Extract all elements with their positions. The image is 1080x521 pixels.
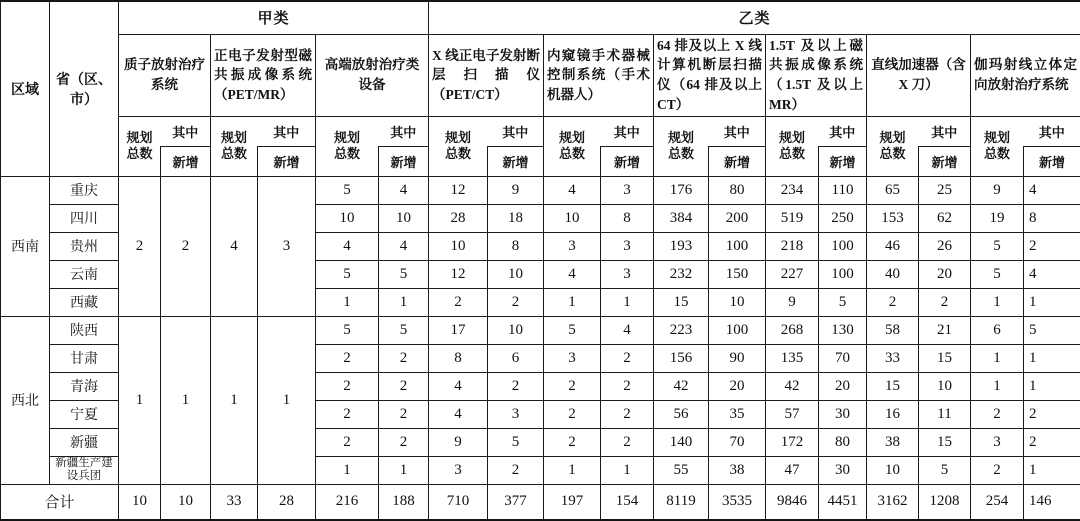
value-cell: 15 (867, 372, 919, 400)
plan-total-header (654, 116, 709, 176)
value-cell: 3 (544, 344, 601, 372)
total-value-cell: 10 (119, 484, 161, 520)
value-cell: 28 (429, 204, 488, 232)
value-cell: 2 (544, 428, 601, 456)
value-cell: 10 (316, 204, 379, 232)
value-cell: 1 (119, 316, 161, 484)
province-cell: 重庆 (50, 176, 119, 204)
plan-total-header (211, 116, 258, 176)
total-value-cell: 216 (316, 484, 379, 520)
value-cell: 58 (867, 316, 919, 344)
value-cell: 3 (544, 232, 601, 260)
value-cell: 1 (379, 456, 429, 484)
value-cell: 1 (1024, 288, 1080, 316)
equipment-header-6: 64 排及以上 X 线计算机断层扫描仪（64 排及以上 CT） (654, 34, 766, 116)
value-cell: 46 (867, 232, 919, 260)
plan-total-label: 规划总数 (445, 129, 472, 161)
header-group-row (1, 1, 1080, 34)
plan-total-header (867, 116, 919, 176)
region-cell: 西南 (1, 176, 50, 316)
value-cell: 5 (316, 176, 379, 204)
value-cell: 4 (429, 400, 488, 428)
value-cell: 12 (429, 260, 488, 288)
value-cell: 2 (316, 344, 379, 372)
value-cell: 1 (971, 288, 1024, 316)
value-cell: 80 (709, 176, 766, 204)
value-cell: 2 (379, 428, 429, 456)
of-which-header: 其中 (161, 116, 211, 146)
total-value-cell: 8119 (654, 484, 709, 520)
value-cell: 5 (316, 316, 379, 344)
value-cell: 9 (971, 176, 1024, 204)
value-cell: 1 (544, 288, 601, 316)
new-added-header: 新增 (161, 146, 211, 176)
total-value-cell: 3162 (867, 484, 919, 520)
value-cell: 11 (919, 400, 971, 428)
value-cell: 2 (316, 372, 379, 400)
new-added-header: 新增 (379, 146, 429, 176)
value-cell: 5 (488, 428, 544, 456)
value-cell: 2 (601, 428, 654, 456)
value-cell: 200 (709, 204, 766, 232)
value-cell: 172 (766, 428, 819, 456)
value-cell: 2 (971, 456, 1024, 484)
value-cell: 2 (429, 288, 488, 316)
value-cell: 3 (258, 176, 316, 316)
province-cell: 青海 (50, 372, 119, 400)
total-label-cell: 合计 (1, 484, 119, 520)
value-cell: 70 (709, 428, 766, 456)
value-cell: 384 (654, 204, 709, 232)
plan-total-label: 规划总数 (984, 129, 1011, 161)
of-which-header: 其中 (601, 116, 654, 146)
total-value-cell: 146 (1024, 484, 1080, 520)
value-cell: 42 (654, 372, 709, 400)
value-cell: 1 (316, 456, 379, 484)
value-cell: 2 (544, 400, 601, 428)
value-cell: 4 (379, 232, 429, 260)
value-cell: 234 (766, 176, 819, 204)
header-subrow-new (1, 146, 1080, 176)
equipment-header-8: 直线加速器（含 X 刀） (867, 34, 971, 116)
class-b-group-header: 乙类 (429, 1, 1080, 34)
equipment-header-3: 高端放射治疗类设备 (316, 34, 429, 116)
equipment-header-9: 伽玛射线立体定向放射治疗系统 (971, 34, 1080, 116)
value-cell: 8 (601, 204, 654, 232)
header-subrow-plan (1, 116, 1080, 146)
new-added-header: 新增 (601, 146, 654, 176)
plan-total-header (316, 116, 379, 176)
value-cell: 1 (971, 372, 1024, 400)
province-column-header: 省（区、市） (50, 1, 119, 176)
new-added-header: 新增 (1024, 146, 1080, 176)
value-cell: 2 (1024, 232, 1080, 260)
total-value-cell: 254 (971, 484, 1024, 520)
value-cell: 4 (544, 176, 601, 204)
value-cell: 6 (488, 344, 544, 372)
value-cell: 40 (867, 260, 919, 288)
value-cell: 2 (379, 400, 429, 428)
value-cell: 16 (867, 400, 919, 428)
value-cell: 218 (766, 232, 819, 260)
value-cell: 5 (819, 288, 867, 316)
total-value-cell: 197 (544, 484, 601, 520)
value-cell: 10 (379, 204, 429, 232)
value-cell: 20 (709, 372, 766, 400)
value-cell: 2 (379, 344, 429, 372)
of-which-header: 其中 (709, 116, 766, 146)
header-equipment-row (1, 34, 1080, 116)
value-cell: 2 (316, 400, 379, 428)
value-cell: 519 (766, 204, 819, 232)
value-cell: 90 (709, 344, 766, 372)
value-cell: 55 (654, 456, 709, 484)
value-cell: 10 (429, 232, 488, 260)
value-cell: 18 (488, 204, 544, 232)
value-cell: 17 (429, 316, 488, 344)
of-which-header: 其中 (488, 116, 544, 146)
of-which-header: 其中 (379, 116, 429, 146)
value-cell: 2 (316, 428, 379, 456)
value-cell: 250 (819, 204, 867, 232)
value-cell: 2 (119, 176, 161, 316)
value-cell: 10 (544, 204, 601, 232)
value-cell: 2 (919, 288, 971, 316)
equipment-header-5: 内窥镜手术器械控制系统（手术机器人） (544, 34, 654, 116)
of-which-header: 其中 (258, 116, 316, 146)
value-cell: 1 (1024, 456, 1080, 484)
value-cell: 42 (766, 372, 819, 400)
province-cell: 西藏 (50, 288, 119, 316)
value-cell: 140 (654, 428, 709, 456)
province-cell: 甘肃 (50, 344, 119, 372)
plan-total-header (119, 116, 161, 176)
value-cell: 4 (429, 372, 488, 400)
value-cell: 62 (919, 204, 971, 232)
value-cell: 2 (601, 344, 654, 372)
value-cell: 100 (709, 232, 766, 260)
new-added-header: 新增 (488, 146, 544, 176)
of-which-header: 其中 (819, 116, 867, 146)
plan-total-label: 规划总数 (879, 129, 906, 161)
total-value-cell: 4451 (819, 484, 867, 520)
value-cell: 15 (654, 288, 709, 316)
value-cell: 4 (379, 176, 429, 204)
value-cell: 4 (544, 260, 601, 288)
value-cell: 4 (1024, 176, 1080, 204)
plan-total-label: 规划总数 (668, 129, 695, 161)
value-cell: 2 (1024, 428, 1080, 456)
value-cell: 150 (709, 260, 766, 288)
total-row (1, 484, 1080, 520)
value-cell: 2 (379, 372, 429, 400)
value-cell: 8 (1024, 204, 1080, 232)
equipment-header-7: 1.5T 及以上磁共振成像系统（1.5T 及以上 MR） (766, 34, 867, 116)
value-cell: 8 (488, 232, 544, 260)
value-cell: 8 (429, 344, 488, 372)
value-cell: 1 (316, 288, 379, 316)
value-cell: 1 (211, 316, 258, 484)
value-cell: 9 (488, 176, 544, 204)
province-cell: 贵州 (50, 232, 119, 260)
of-which-header: 其中 (1024, 116, 1080, 146)
value-cell: 30 (819, 456, 867, 484)
value-cell: 4 (316, 232, 379, 260)
total-value-cell: 377 (488, 484, 544, 520)
total-value-cell: 710 (429, 484, 488, 520)
value-cell: 4 (1024, 260, 1080, 288)
new-added-header: 新增 (258, 146, 316, 176)
value-cell: 10 (709, 288, 766, 316)
value-cell: 5 (379, 316, 429, 344)
value-cell: 1 (601, 288, 654, 316)
table-body (1, 176, 1080, 520)
value-cell: 57 (766, 400, 819, 428)
total-value-cell: 10 (161, 484, 211, 520)
value-cell: 2 (488, 456, 544, 484)
value-cell: 2 (1024, 400, 1080, 428)
value-cell: 2 (488, 372, 544, 400)
value-cell: 232 (654, 260, 709, 288)
value-cell: 2 (544, 372, 601, 400)
plan-total-header (766, 116, 819, 176)
plan-total-label: 规划总数 (559, 129, 586, 161)
value-cell: 176 (654, 176, 709, 204)
value-cell: 70 (819, 344, 867, 372)
value-cell: 5 (971, 232, 1024, 260)
class-a-group-header: 甲类 (119, 1, 429, 34)
plan-total-header (544, 116, 601, 176)
value-cell: 47 (766, 456, 819, 484)
value-cell: 19 (971, 204, 1024, 232)
equipment-header-1: 质子放射治疗系统 (119, 34, 211, 116)
value-cell: 5 (1024, 316, 1080, 344)
value-cell: 1 (1024, 344, 1080, 372)
province-cell: 云南 (50, 260, 119, 288)
value-cell: 2 (161, 176, 211, 316)
value-cell: 227 (766, 260, 819, 288)
value-cell: 10 (919, 372, 971, 400)
value-cell: 9 (429, 428, 488, 456)
equipment-header-4: X 线正电子发射断层扫描仪（PET/CT） (429, 34, 544, 116)
value-cell: 4 (601, 316, 654, 344)
value-cell: 193 (654, 232, 709, 260)
value-cell: 6 (971, 316, 1024, 344)
value-cell: 5 (544, 316, 601, 344)
value-cell: 1 (379, 288, 429, 316)
value-cell: 15 (919, 344, 971, 372)
value-cell: 26 (919, 232, 971, 260)
total-value-cell: 28 (258, 484, 316, 520)
value-cell: 10 (867, 456, 919, 484)
value-cell: 2 (488, 288, 544, 316)
province-cell: 陕西 (50, 316, 119, 344)
value-cell: 100 (819, 260, 867, 288)
value-cell: 1 (601, 456, 654, 484)
value-cell: 80 (819, 428, 867, 456)
value-cell: 10 (488, 260, 544, 288)
value-cell: 5 (379, 260, 429, 288)
province-cell: 宁夏 (50, 400, 119, 428)
value-cell: 21 (919, 316, 971, 344)
region-column-header: 区域 (1, 1, 50, 176)
total-value-cell: 1208 (919, 484, 971, 520)
value-cell: 65 (867, 176, 919, 204)
total-value-cell: 33 (211, 484, 258, 520)
new-added-header: 新增 (709, 146, 766, 176)
plan-total-label: 规划总数 (126, 129, 153, 161)
value-cell: 153 (867, 204, 919, 232)
plan-total-label: 规划总数 (333, 129, 360, 161)
value-cell: 56 (654, 400, 709, 428)
value-cell: 100 (709, 316, 766, 344)
value-cell: 38 (867, 428, 919, 456)
equipment-header-2: 正电子发射型磁共振成像系统（PET/MR） (211, 34, 316, 116)
plan-total-header (429, 116, 488, 176)
value-cell: 3 (429, 456, 488, 484)
value-cell: 2 (867, 288, 919, 316)
value-cell: 20 (919, 260, 971, 288)
plan-total-label: 规划总数 (220, 129, 247, 161)
value-cell: 130 (819, 316, 867, 344)
table-row (1, 176, 1080, 204)
value-cell: 5 (316, 260, 379, 288)
province-cell: 新疆 (50, 428, 119, 456)
value-cell: 9 (766, 288, 819, 316)
value-cell: 1 (544, 456, 601, 484)
province-cell: 新疆生产建设兵团 (50, 456, 119, 484)
value-cell: 25 (919, 176, 971, 204)
table-header (1, 1, 1080, 176)
value-cell: 2 (601, 372, 654, 400)
value-cell: 3 (601, 176, 654, 204)
value-cell: 156 (654, 344, 709, 372)
value-cell: 1 (161, 316, 211, 484)
total-value-cell: 188 (379, 484, 429, 520)
value-cell: 3 (971, 428, 1024, 456)
value-cell: 4 (211, 176, 258, 316)
value-cell: 110 (819, 176, 867, 204)
value-cell: 33 (867, 344, 919, 372)
value-cell: 2 (601, 400, 654, 428)
value-cell: 30 (819, 400, 867, 428)
value-cell: 5 (919, 456, 971, 484)
value-cell: 223 (654, 316, 709, 344)
new-added-header: 新增 (819, 146, 867, 176)
value-cell: 100 (819, 232, 867, 260)
total-value-cell: 3535 (709, 484, 766, 520)
value-cell: 35 (709, 400, 766, 428)
value-cell: 1 (971, 344, 1024, 372)
region-cell: 西北 (1, 316, 50, 484)
value-cell: 10 (488, 316, 544, 344)
total-value-cell: 154 (601, 484, 654, 520)
value-cell: 3 (601, 260, 654, 288)
value-cell: 3 (601, 232, 654, 260)
new-added-header: 新增 (919, 146, 971, 176)
of-which-header: 其中 (919, 116, 971, 146)
plan-total-label: 规划总数 (779, 129, 806, 161)
value-cell: 268 (766, 316, 819, 344)
value-cell: 1 (1024, 372, 1080, 400)
value-cell: 20 (819, 372, 867, 400)
value-cell: 1 (258, 316, 316, 484)
value-cell: 2 (971, 400, 1024, 428)
total-value-cell: 9846 (766, 484, 819, 520)
value-cell: 5 (971, 260, 1024, 288)
value-cell: 135 (766, 344, 819, 372)
table-row (1, 316, 1080, 344)
value-cell: 3 (488, 400, 544, 428)
value-cell: 15 (919, 428, 971, 456)
plan-total-header (971, 116, 1024, 176)
value-cell: 38 (709, 456, 766, 484)
province-cell: 四川 (50, 204, 119, 232)
value-cell: 12 (429, 176, 488, 204)
